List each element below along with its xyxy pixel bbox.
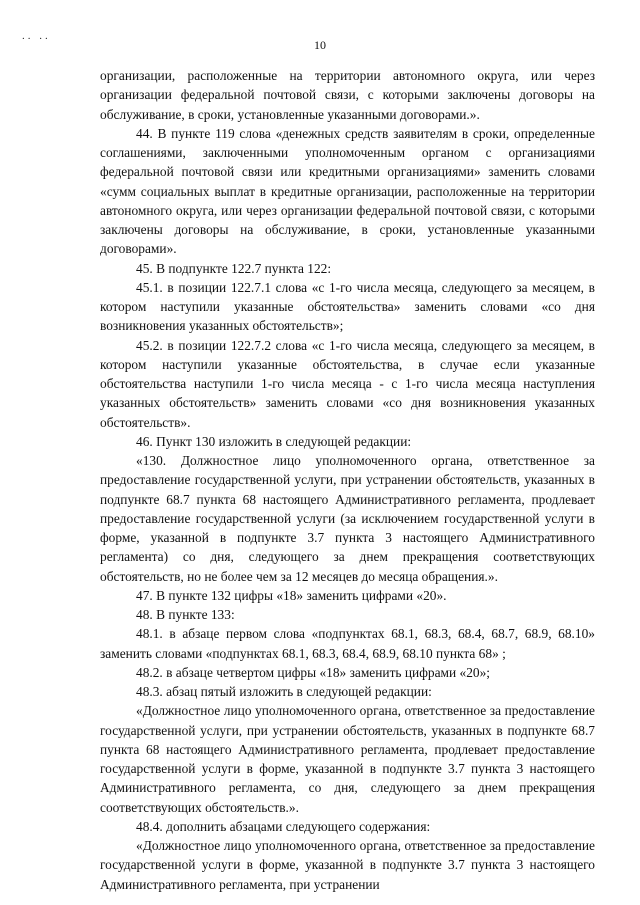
paragraph-quote-48-4: «Должностное лицо уполномоченного органа, ответственное за предоставление государственной услуги в форме, указанной в подпункте 3.7 пункта 3 настоящего Административного регламента, при устранении xyxy=(100,838,595,892)
paragraph-item-45: 45. В подпункте 122.7 пункта 122: xyxy=(136,260,332,276)
paragraph-item-46: 46. Пункт 130 изложить в следующей редакции: xyxy=(136,433,412,449)
paragraph-item-47: 47. В пункте 132 цифры «18» заменить цифрами «20». xyxy=(136,587,447,603)
paragraph-item-45-2: 45.2. в позиции 122.7.2 слова «с 1-го числа месяца, следующего за месяцем, в котором наступили указанные обстоятельства, в случае если указанные обстоятельства наступили 1-го числа месяца - с 1-го числа месяца наступления указанных обстоятельств» заменить словами «со дня возникновения указанных обстоятельств». xyxy=(100,337,595,430)
corner-marks: .. .. xyxy=(22,30,51,42)
paragraph-item-48: 48. В пункте 133: xyxy=(136,607,235,622)
paragraph-quote-48-3: «Должностное лицо уполномоченного органа, ответственное за предоставление государственной услуги, при устранении обстоятельств, указанных в подпункте 68.7 пункта 68 настоящего Административного регламента, продлевает предоставление государственной услуги в форме, указанной в подпункте 3.7 пункта 3 настоящего Административного регламента, со дня, следующего за днем прекращения соответствующих обстоятельств.». xyxy=(100,703,595,815)
page-number: 10 xyxy=(314,38,326,52)
paragraph-item-44: 44. В пункте 119 слова «денежных средств заявителям в сроки, определенные соглашениями, заключенными уполномоченным органом с организациями федеральной почтовой связи или кредитными организациями» заменить словами «сумм социальных выплат в кредитные организации, расположенные на территории автономного округа, или через организации федеральной почтовой связи, с которыми заключены договоры на обслуживание, в сроки, установленные указанными договорами». xyxy=(100,125,595,257)
paragraph-item-45-1: 45.1. в позиции 122.7.1 слова «с 1-го числа месяца, следующего за месяцем, в котором наступили указанные обстоятельства» заменить словами «со дня возникновения указанных обстоятельств»; xyxy=(100,279,595,334)
paragraph-item-48-1: 48.1. в абзаце первом слова «подпунктах 68.1, 68.3, 68.4, 68.7, 68.9, 68.10» заменить словами «подпунктах 68.1, 68.3, 68.4, 68.9, 68.10 пункта 68» ; xyxy=(100,626,595,661)
paragraph-item-48-4: 48.4. дополнить абзацами следующего содержания: xyxy=(136,818,431,834)
paragraph-item-48-2: 48.2. в абзаце четвертом цифры «18» заменить цифрами «20»; xyxy=(136,664,491,680)
document-body xyxy=(100,66,595,894)
paragraph-item-48-3: 48.3. абзац пятый изложить в следующей редакции: xyxy=(136,684,432,699)
paragraph-continuation: организации, расположенные на территории автономного округа, или через организации федеральной почтовой связи, с которыми заключены договоры на обслуживание, в сроки, установленные указанными договорами.». xyxy=(100,68,595,122)
paragraph-quote-130: «130. Должностное лицо уполномоченного органа, ответственное за предоставление государственной услуги, при устранении обстоятельств, указанных в подпункте 68.7 пункта 68 настоящего Административного регламента, продлевает предоставление государственной услуги (за исключением государственной услуги в форме, указанной в подпункте 3.7 пункта 3 настоящего Административного регламента) со дня, следующего за днем прекращения соответствующих обстоятельств, но не более чем за 12 месяцев до месяца обращения.». xyxy=(100,453,595,584)
